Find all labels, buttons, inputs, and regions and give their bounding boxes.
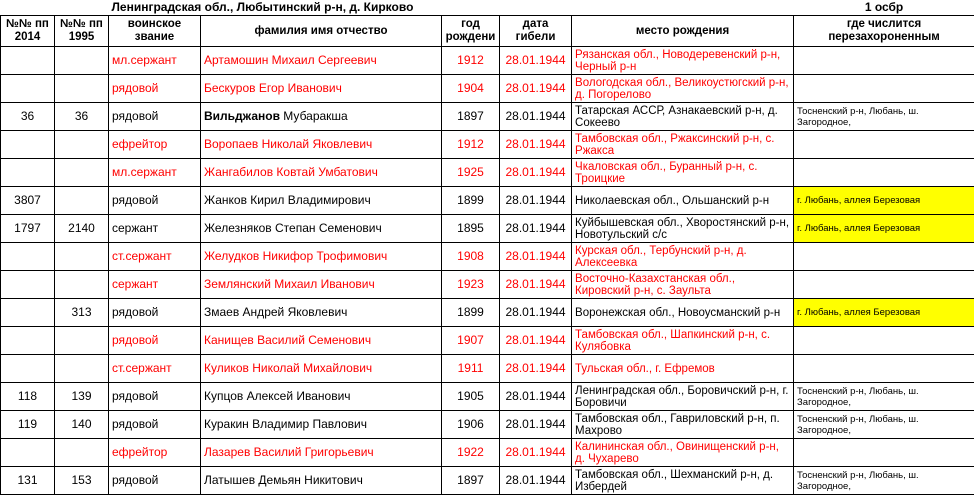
- name-cell[interactable]: Латышев Демьян Никитович: [201, 467, 442, 495]
- pp2014-cell[interactable]: 131: [1, 467, 55, 495]
- pp1995-cell[interactable]: 2140: [55, 215, 109, 243]
- header-reburied[interactable]: где числится перезахороненным: [794, 16, 974, 47]
- birth-year-cell[interactable]: 1908: [442, 243, 500, 271]
- birth-year-cell[interactable]: 1911: [442, 355, 500, 383]
- table-row: [1, 439, 974, 467]
- rank-cell[interactable]: сержант: [109, 215, 201, 243]
- reburied-cell[interactable]: [794, 159, 974, 187]
- reburied-cell[interactable]: [794, 327, 974, 355]
- table-row: [1, 47, 974, 75]
- reburied-cell[interactable]: [794, 131, 974, 159]
- header-death-date[interactable]: дата гибели: [500, 16, 572, 47]
- pp2014-cell[interactable]: [1, 327, 55, 355]
- name-cell[interactable]: Артамошин Михаил Сергеевич: [201, 47, 442, 75]
- table-row: [1, 383, 974, 411]
- name-cell[interactable]: Куликов Николай Михайлович: [201, 355, 442, 383]
- reburied-cell[interactable]: г. Любань, аллея Березовая: [794, 299, 974, 327]
- reburied-cell[interactable]: г. Любань, аллея Березовая: [794, 187, 974, 215]
- rank-cell[interactable]: рядовой: [109, 75, 201, 103]
- death-date-cell[interactable]: 28.01.1944: [500, 383, 572, 411]
- rank-cell[interactable]: ефрейтор: [109, 439, 201, 467]
- rank-cell[interactable]: ефрейтор: [109, 131, 201, 159]
- header-birth-place[interactable]: место рождения: [572, 16, 794, 47]
- given-names-text: Мубаракша: [283, 109, 347, 123]
- birth-year-cell[interactable]: 1899: [442, 187, 500, 215]
- name-cell[interactable]: Куракин Владимир Павлович: [201, 411, 442, 439]
- birth-place-cell[interactable]: Тульская обл., г. Ефремов: [572, 355, 794, 383]
- birth-place-cell[interactable]: Восточно-Казахстанская обл., Кировский р-н, с. Заульта: [572, 271, 794, 299]
- blank-cell[interactable]: [572, 0, 794, 16]
- reburied-cell[interactable]: Тосненский р-н, Любань, ш. Загородное,: [794, 103, 974, 131]
- name-cell[interactable]: Землянский Михаил Иванович: [201, 271, 442, 299]
- banner-row: [1, 0, 974, 16]
- name-cell[interactable]: Купцов Алексей Иванович: [201, 383, 442, 411]
- table-row: [1, 131, 974, 159]
- pp2014-cell[interactable]: [1, 271, 55, 299]
- pp1995-cell[interactable]: [55, 439, 109, 467]
- name-cell[interactable]: Змаев Андрей Яковлевич: [201, 299, 442, 327]
- table-row: [1, 467, 974, 495]
- birth-place-cell[interactable]: Тамбовская обл., Гавриловский р-н, п. Махрово: [572, 411, 794, 439]
- table-row: [1, 75, 974, 103]
- table-row: [1, 299, 974, 327]
- table-row: [1, 187, 974, 215]
- name-cell[interactable]: Воропаев Николай Яковлевич: [201, 131, 442, 159]
- table-row: [1, 411, 974, 439]
- pp2014-cell[interactable]: [1, 75, 55, 103]
- name-cell[interactable]: Лазарев Василий Григорьевич: [201, 439, 442, 467]
- unit-title[interactable]: 1 осбр: [794, 0, 974, 16]
- pp2014-cell[interactable]: 36: [1, 103, 55, 131]
- birth-place-cell[interactable]: Ленинградская обл., Боровичский р-н, г. Боровичи: [572, 383, 794, 411]
- table-row: [1, 243, 974, 271]
- blank-cell[interactable]: [55, 0, 109, 16]
- pp2014-cell[interactable]: 3807: [1, 187, 55, 215]
- birth-year-cell[interactable]: 1906: [442, 411, 500, 439]
- rank-cell[interactable]: ст.сержант: [109, 355, 201, 383]
- birth-place-cell[interactable]: Татарская АССР, Азнакаевский р-н, д. Сокеево: [572, 103, 794, 131]
- rank-cell[interactable]: рядовой: [109, 103, 201, 131]
- death-date-cell[interactable]: 28.01.1944: [500, 411, 572, 439]
- pp2014-cell[interactable]: [1, 131, 55, 159]
- death-date-cell[interactable]: 28.01.1944: [500, 187, 572, 215]
- birth-place-cell[interactable]: Тамбовская обл., Шапкинский р-н, с. Кулябовка: [572, 327, 794, 355]
- pp1995-cell[interactable]: [55, 243, 109, 271]
- reburied-cell[interactable]: [794, 75, 974, 103]
- birth-year-cell[interactable]: 1899: [442, 299, 500, 327]
- birth-year-cell[interactable]: 1925: [442, 159, 500, 187]
- birth-year-cell[interactable]: 1923: [442, 271, 500, 299]
- name-cell[interactable]: Бескуров Егор Иванович: [201, 75, 442, 103]
- birth-place-cell[interactable]: Тамбовская обл., Шехманский р-н, д. Избердей: [572, 467, 794, 495]
- death-date-cell[interactable]: 28.01.1944: [500, 355, 572, 383]
- surname-text: Вильджанов: [204, 109, 280, 123]
- death-date-cell[interactable]: 28.01.1944: [500, 103, 572, 131]
- rank-cell[interactable]: рядовой: [109, 383, 201, 411]
- name-cell[interactable]: Желудков Никифор Трофимович: [201, 243, 442, 271]
- reburied-cell[interactable]: Тосненский р-н, Любань, ш. Загородное,: [794, 467, 974, 495]
- reburied-cell[interactable]: Тосненский р-н, Любань, ш. Загородное,: [794, 383, 974, 411]
- pp2014-cell[interactable]: [1, 159, 55, 187]
- pp2014-cell[interactable]: [1, 355, 55, 383]
- birth-place-cell[interactable]: Рязанская обл., Новодеревенский р-н, Черный р-н: [572, 47, 794, 75]
- pp1995-cell[interactable]: [55, 187, 109, 215]
- reburied-cell[interactable]: Тосненский р-н, Любань, ш. Загородное,: [794, 411, 974, 439]
- birth-place-cell[interactable]: Куйбышевская обл., Хворостянский р-н, Новотульский с/с: [572, 215, 794, 243]
- rank-cell[interactable]: рядовой: [109, 411, 201, 439]
- death-date-cell[interactable]: 28.01.1944: [500, 467, 572, 495]
- pp1995-cell[interactable]: [55, 131, 109, 159]
- name-cell[interactable]: Жангабилов Ковтай Умбатович: [201, 159, 442, 187]
- pp1995-cell[interactable]: [55, 355, 109, 383]
- header-row: [1, 16, 974, 47]
- pp1995-cell[interactable]: 313: [55, 299, 109, 327]
- birth-year-cell[interactable]: 1922: [442, 439, 500, 467]
- pp2014-cell[interactable]: [1, 47, 55, 75]
- pp2014-cell[interactable]: [1, 243, 55, 271]
- rank-cell[interactable]: мл.сержант: [109, 47, 201, 75]
- birth-year-cell[interactable]: 1904: [442, 75, 500, 103]
- name-cell[interactable]: [201, 103, 442, 131]
- reburied-cell[interactable]: [794, 271, 974, 299]
- pp1995-cell[interactable]: [55, 47, 109, 75]
- header-birth-year[interactable]: год рождени: [442, 16, 500, 47]
- birth-year-cell[interactable]: 1897: [442, 103, 500, 131]
- pp2014-cell[interactable]: [1, 299, 55, 327]
- death-date-cell[interactable]: 28.01.1944: [500, 75, 572, 103]
- death-date-cell[interactable]: 28.01.1944: [500, 327, 572, 355]
- pp1995-cell[interactable]: 140: [55, 411, 109, 439]
- header-rank[interactable]: воинское звание: [109, 16, 201, 47]
- pp2014-cell[interactable]: 119: [1, 411, 55, 439]
- rank-cell[interactable]: сержант: [109, 271, 201, 299]
- rank-cell[interactable]: мл.сержант: [109, 159, 201, 187]
- header-pp2014[interactable]: №№ пп 2014: [1, 16, 55, 47]
- table-row: [1, 215, 974, 243]
- pp2014-cell[interactable]: 118: [1, 383, 55, 411]
- death-date-cell[interactable]: 28.01.1944: [500, 243, 572, 271]
- rank-cell[interactable]: рядовой: [109, 299, 201, 327]
- pp1995-cell[interactable]: 153: [55, 467, 109, 495]
- death-date-cell[interactable]: 28.01.1944: [500, 131, 572, 159]
- table-row: [1, 159, 974, 187]
- birth-place-cell[interactable]: Воронежская обл., Новоусманский р-н: [572, 299, 794, 327]
- death-date-cell[interactable]: 28.01.1944: [500, 299, 572, 327]
- header-pp1995[interactable]: №№ пп 1995: [55, 16, 109, 47]
- name-cell[interactable]: Жанков Кирил Владимирович: [201, 187, 442, 215]
- pp1995-cell[interactable]: [55, 75, 109, 103]
- pp2014-cell[interactable]: 1797: [1, 215, 55, 243]
- birth-place-cell[interactable]: Чкаловская обл., Буранный р-н, с. Троицкие: [572, 159, 794, 187]
- birth-place-cell[interactable]: Вологодская обл., Великоустюгский р-н, д. Погорелово: [572, 75, 794, 103]
- rank-cell[interactable]: рядовой: [109, 327, 201, 355]
- birth-place-cell[interactable]: Тамбовская обл., Ржаксинский р-н, с. Ржакса: [572, 131, 794, 159]
- death-date-cell[interactable]: 28.01.1944: [500, 159, 572, 187]
- pp1995-cell[interactable]: [55, 271, 109, 299]
- rank-cell[interactable]: ст.сержант: [109, 243, 201, 271]
- header-name[interactable]: фамилия имя отчество: [201, 16, 442, 47]
- pp1995-cell[interactable]: [55, 159, 109, 187]
- table-row: [1, 271, 974, 299]
- death-date-cell[interactable]: 28.01.1944: [500, 215, 572, 243]
- name-cell[interactable]: Железняков Степан Семенович: [201, 215, 442, 243]
- birth-year-cell[interactable]: 1912: [442, 131, 500, 159]
- birth-year-cell[interactable]: 1897: [442, 467, 500, 495]
- rank-cell[interactable]: рядовой: [109, 187, 201, 215]
- table-row: [1, 355, 974, 383]
- death-date-cell[interactable]: 28.01.1944: [500, 271, 572, 299]
- pp1995-cell[interactable]: 139: [55, 383, 109, 411]
- pp2014-cell[interactable]: [1, 439, 55, 467]
- name-cell[interactable]: Канищев Василий Семенович: [201, 327, 442, 355]
- reburied-cell[interactable]: [794, 439, 974, 467]
- birth-year-cell[interactable]: 1895: [442, 215, 500, 243]
- reburied-cell[interactable]: [794, 47, 974, 75]
- birth-year-cell[interactable]: 1907: [442, 327, 500, 355]
- pp1995-cell[interactable]: 36: [55, 103, 109, 131]
- reburied-cell[interactable]: [794, 355, 974, 383]
- table-row: [1, 103, 974, 131]
- death-date-cell[interactable]: 28.01.1944: [500, 439, 572, 467]
- birth-place-cell[interactable]: Николаевская обл., Ольшанский р-н: [572, 187, 794, 215]
- birth-place-cell[interactable]: Калининская обл., Овинищенский р-н, д. Чухарево: [572, 439, 794, 467]
- rank-cell[interactable]: рядовой: [109, 467, 201, 495]
- pp1995-cell[interactable]: [55, 327, 109, 355]
- birth-year-cell[interactable]: 1912: [442, 47, 500, 75]
- reburied-cell[interactable]: г. Любань, аллея Березовая: [794, 215, 974, 243]
- death-date-cell[interactable]: 28.01.1944: [500, 47, 572, 75]
- birth-place-cell[interactable]: Курская обл., Тербунский р-н, д. Алексеевка: [572, 243, 794, 271]
- location-title[interactable]: Ленинградская обл., Любытинский р-н, д. Кирково: [109, 0, 572, 16]
- table-row: [1, 327, 974, 355]
- birth-year-cell[interactable]: 1905: [442, 383, 500, 411]
- blank-cell[interactable]: [1, 0, 55, 16]
- reburied-cell[interactable]: [794, 243, 974, 271]
